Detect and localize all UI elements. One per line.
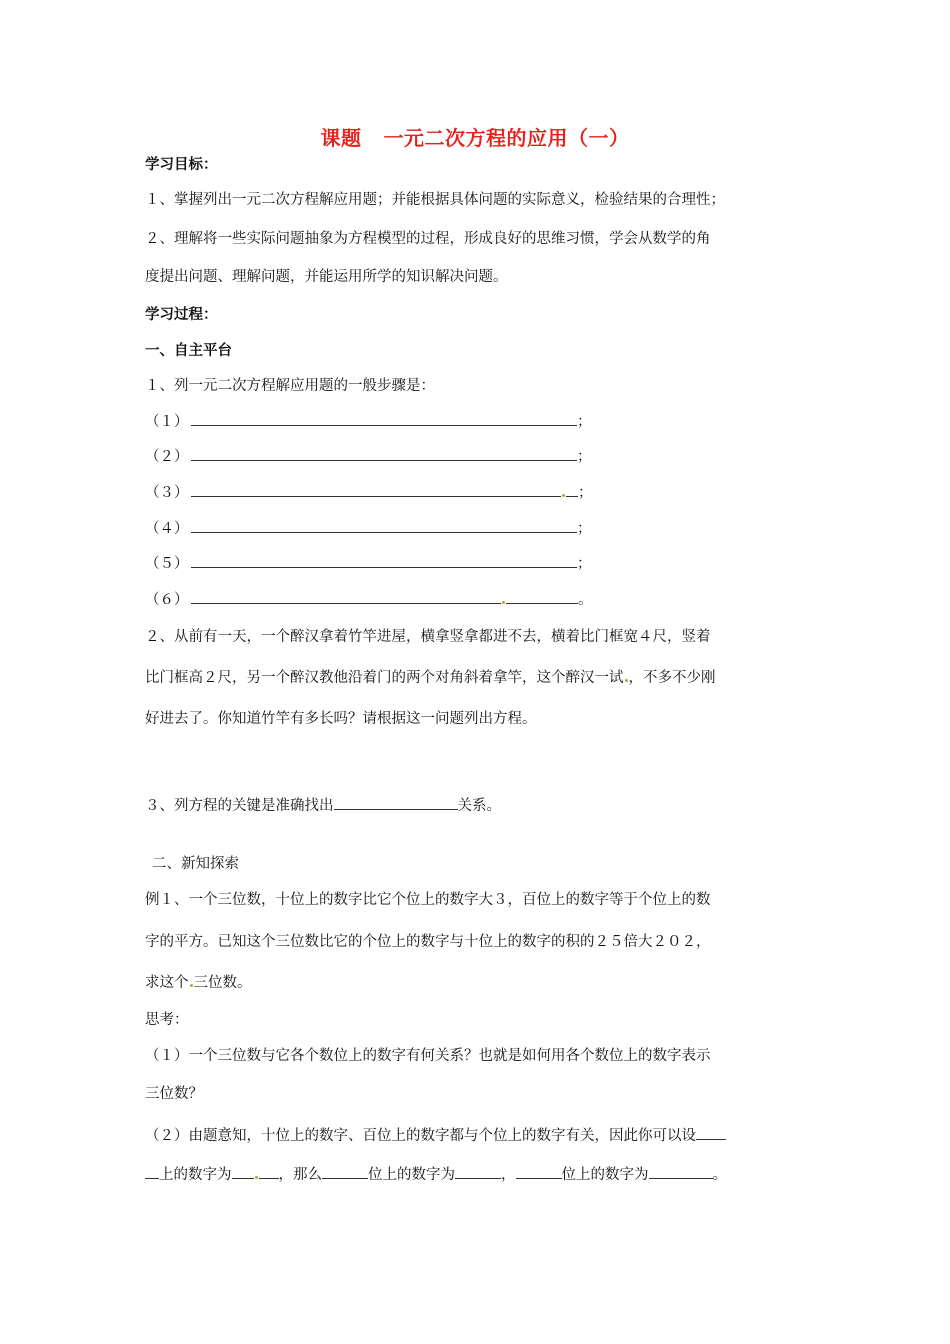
think-2-text: （２）由题意知，十位上的数字、百位上的数字都与个位上的数字有关，因此你可以设 <box>145 1128 696 1144</box>
section-1-heading: 一、自主平台 <box>145 343 232 359</box>
process-heading: 学习过程： <box>145 307 218 323</box>
answer-blank[interactable] <box>696 1125 726 1140</box>
answer-blank[interactable] <box>232 1164 254 1179</box>
answer-blank[interactable] <box>455 1164 501 1179</box>
answer-blank[interactable] <box>649 1164 713 1179</box>
step-label: （３） <box>145 485 189 501</box>
answer-blank[interactable] <box>145 1164 159 1179</box>
answer-blank[interactable] <box>259 1164 279 1179</box>
step-end: ； <box>577 449 592 465</box>
mark-dot <box>625 679 628 682</box>
think-2-text-b: ，那么 <box>278 1167 322 1183</box>
step-end: ； <box>577 414 592 430</box>
step-end: ； <box>578 485 593 501</box>
answer-blank[interactable] <box>516 1164 562 1179</box>
answer-blank[interactable] <box>566 482 578 497</box>
think-2-text-f: 。 <box>712 1167 727 1183</box>
think-2-line-2 <box>145 1163 727 1184</box>
think-1-line-1: （１）一个三位数与它各个数位上的数字有何关系？也就是如何用各个数位上的数字表示 <box>145 1048 711 1064</box>
step-row-6 <box>145 588 593 609</box>
step-row-5 <box>145 552 592 573</box>
question-2-text-a: 比门框高２尺，另一个醉汉教他沿着门的两个对角斜着拿竿，这个醉汉一试 <box>145 670 624 686</box>
title-prefix: 课题 <box>320 126 362 150</box>
step-label: （５） <box>145 556 189 572</box>
objective-item-2-line-1: ２、理解将一些实际问题抽象为方程模型的过程，形成良好的思维习惯，学会从数学的角 <box>145 231 711 247</box>
example-1-text-b: 三位数。 <box>193 975 252 991</box>
step-label: （４） <box>145 521 189 537</box>
think-heading: 思考： <box>145 1012 189 1028</box>
step-row-1 <box>145 410 592 431</box>
step-end: ； <box>577 556 592 572</box>
step-row-2 <box>145 445 592 466</box>
answer-blank[interactable] <box>322 1164 368 1179</box>
answer-blank[interactable] <box>191 411 577 426</box>
step-end: 。 <box>578 592 593 608</box>
page-title <box>0 122 950 151</box>
question-2-line-2 <box>145 666 716 687</box>
think-2-text-a: 上的数字为 <box>159 1167 232 1183</box>
step-row-3 <box>145 481 593 502</box>
example-1-line-3 <box>145 971 252 992</box>
answer-blank[interactable] <box>191 553 577 568</box>
example-1-line-2: 字的平方。已知这个三位数比它的个位上的数字与十位上的数字的积的２５倍大２０２， <box>145 934 711 950</box>
mark-dot <box>255 1176 258 1179</box>
objective-item-1: １、掌握列出一元二次方程解应用题；并能根据具体问题的实际意义，检验结果的合理性； <box>145 192 725 208</box>
think-1-line-2: 三位数？ <box>145 1086 203 1102</box>
step-label: （１） <box>145 414 189 430</box>
title-main: 一元二次方程的应用（一） <box>383 126 630 150</box>
answer-blank[interactable] <box>191 482 561 497</box>
question-2-line-3: 好进去了。你知道竹竿有多长吗？请根据这一问题列出方程。 <box>145 711 537 727</box>
mark-dot <box>562 494 565 497</box>
step-label: （２） <box>145 449 189 465</box>
answer-blank[interactable] <box>191 518 577 533</box>
question-2-line-1: ２、从前有一天，一个醉汉拿着竹竿进屋，横拿竖拿都进不去，横着比门框宽４尺，竖着 <box>145 629 711 645</box>
think-2-text-d: ， <box>501 1167 516 1183</box>
question-3 <box>145 794 501 815</box>
objectives-heading: 学习目标： <box>145 157 218 173</box>
example-1-line-1: 例１、一个三位数，十位上的数字比它个位上的数字大３，百位上的数字等于个位上的数 <box>145 892 711 908</box>
answer-blank[interactable] <box>506 589 578 604</box>
question-1: １、列一元二次方程解应用题的一般步骤是： <box>145 378 435 394</box>
step-label: （６） <box>145 592 189 608</box>
mark-dot <box>502 601 505 604</box>
step-row-4 <box>145 517 592 538</box>
think-2-text-c: 位上的数字为 <box>368 1167 455 1183</box>
answer-blank[interactable] <box>191 446 577 461</box>
mark-dot <box>190 984 193 987</box>
think-2-line-1 <box>145 1124 726 1145</box>
section-2-heading: 二、新知探索 <box>152 856 239 872</box>
answer-blank[interactable] <box>334 795 458 810</box>
example-1-text-a: 求这个 <box>145 975 189 991</box>
objective-item-2-line-2: 度提出问题、理解问题，并能运用所学的知识解决问题。 <box>145 269 508 285</box>
answer-blank[interactable] <box>191 589 501 604</box>
question-3-prefix: ３、列方程的关键是准确找出 <box>145 798 334 814</box>
think-2-text-e: 位上的数字为 <box>561 1167 649 1183</box>
step-end: ； <box>577 521 592 537</box>
question-3-suffix: 关系。 <box>457 798 501 814</box>
question-2-text-b: ，不多不少刚 <box>628 670 716 686</box>
